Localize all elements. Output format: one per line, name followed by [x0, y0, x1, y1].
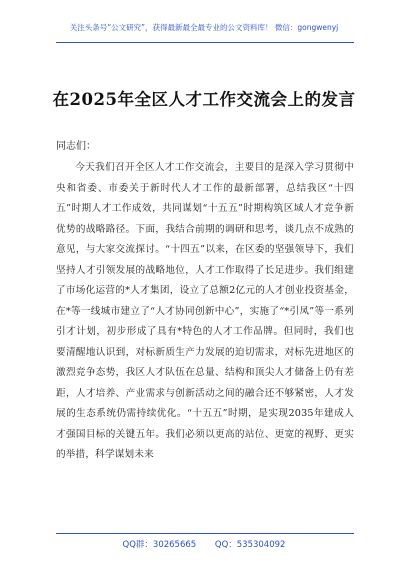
document-body [56, 158, 354, 466]
footer-qq: QQ：535304092 [214, 540, 286, 550]
document-title: 在2025年全区人才工作交流会上的发言 [52, 90, 356, 109]
salutation: 同志们： [56, 141, 96, 152]
body-paragraph: 今天我们召开全区人才工作交流会，主要目的是深入学习贯彻中央和省委、市委关于新时代人才工作的最新部署，总结我区“十四五”时期人才工作成效，共同谋划“十五五”时期构筑区域人才竞争新优势的战略路径。下面，我结合前期的调研和思考，谈几点不成熟的意见，与大家交流探讨。“十四五”以来，在区委的坚强领导下，我们坚持人才引领发展的战略地位，人才工作取得了长足进步。我们组建了市场化运营的*人才集团，设立了总额2亿元的人才创业投资基金，在*等一线城市建立了“人才协同创新中心”，实施了“*引凤”等一系列引才计划，初步形成了具有*特色的人才工作品牌。但同时，我们也要清醒地认识到，对标新质生产力发展的迫切需求，对标先进地区的激烈竞争态势，我区人才队伍在总量、结构和顶尖人才储备上仍有差距，人才培养、产业需求与创新活动之间的融合还不够紧密，人才发展的生态系统仍需持续优化。“十五五”时期，是实现2035年建成人才强国目标的关键五年。我们必须以更高的站位、更宽的视野、更实的举措，科学谋划未来 [56, 162, 354, 460]
header-divider [56, 42, 354, 43]
footer-divider [56, 533, 354, 534]
header-note: 关注头条号“公文研究”，获得最新最全最专业的公文资料库！ 微信：gongwenyj [69, 23, 339, 32]
footer [0, 538, 408, 550]
footer-qq-group: QQ群：30265665 [122, 540, 197, 550]
